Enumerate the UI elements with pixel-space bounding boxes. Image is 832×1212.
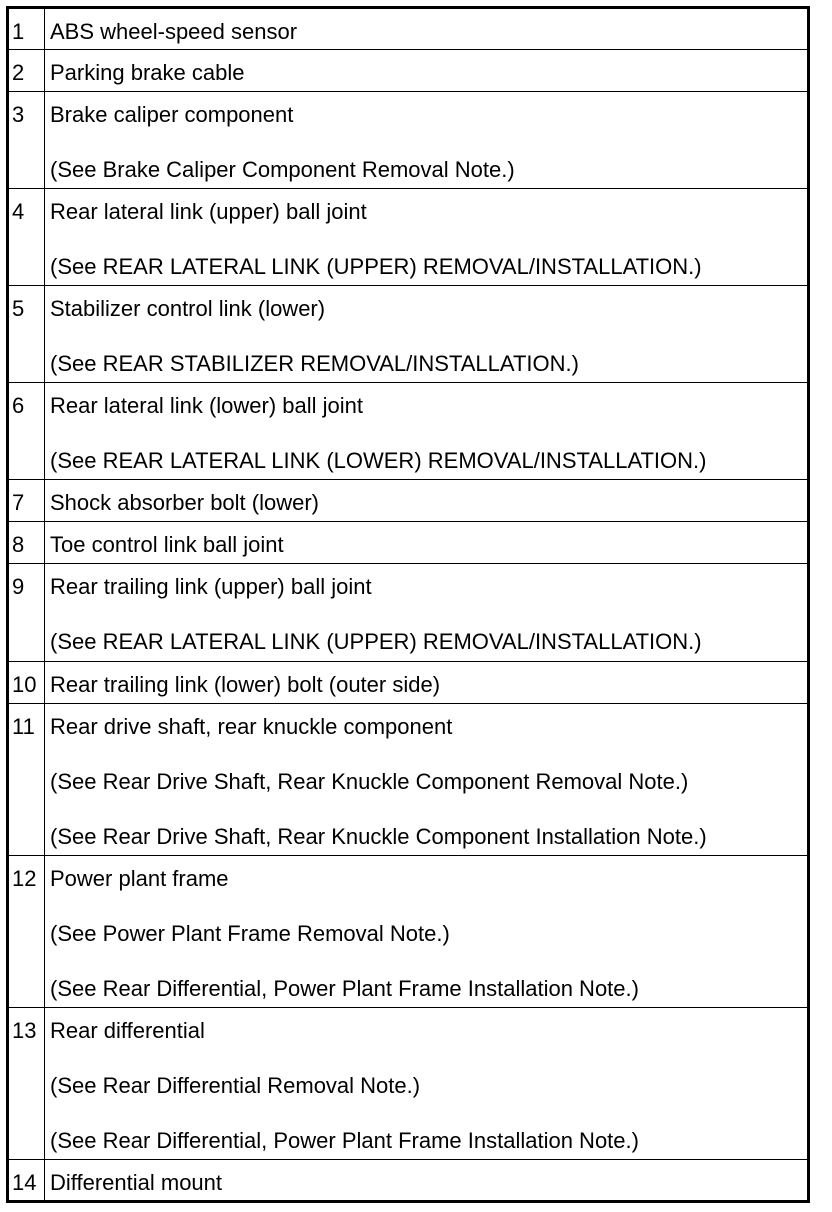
item-number: 9 bbox=[8, 564, 45, 661]
part-name: Brake caliper component bbox=[50, 102, 294, 128]
reference-note: (See REAR LATERAL LINK (UPPER) REMOVAL/INSTALLATION.) bbox=[50, 254, 702, 280]
reference-note: (See Rear Drive Shaft, Rear Knuckle Component Removal Note.) bbox=[50, 768, 689, 794]
table-row bbox=[8, 1007, 809, 1159]
item-description bbox=[45, 855, 809, 1007]
item-number: 11 bbox=[8, 703, 45, 855]
item-number: 3 bbox=[8, 92, 45, 189]
reference-note: (See REAR LATERAL LINK (UPPER) REMOVAL/INSTALLATION.) bbox=[50, 629, 702, 655]
part-name: Power plant frame bbox=[50, 865, 229, 891]
reference-note: (See Rear Differential Removal Note.) bbox=[50, 1072, 421, 1098]
item-description bbox=[45, 1159, 809, 1201]
reference-note: (See Rear Drive Shaft, Rear Knuckle Component Installation Note.) bbox=[50, 823, 707, 849]
item-description bbox=[45, 189, 809, 286]
parts-table-body bbox=[8, 8, 809, 1202]
table-row bbox=[8, 480, 809, 522]
part-name: Shock absorber bolt (lower) bbox=[50, 490, 320, 516]
table-row bbox=[8, 522, 809, 564]
reference-note: (See Power Plant Frame Removal Note.) bbox=[50, 920, 450, 946]
reference-note: (See Brake Caliper Component Removal Note.) bbox=[50, 157, 515, 183]
part-name: ABS wheel-speed sensor bbox=[50, 19, 298, 44]
part-name: Toe control link ball joint bbox=[50, 532, 284, 558]
table-row bbox=[8, 383, 809, 480]
item-description bbox=[45, 1007, 809, 1159]
item-number: 5 bbox=[8, 286, 45, 383]
part-name: Rear differential bbox=[50, 1017, 205, 1043]
part-name: Rear lateral link (lower) ball joint bbox=[50, 393, 364, 419]
item-number: 10 bbox=[8, 661, 45, 703]
item-description bbox=[45, 50, 809, 92]
part-name: Differential mount bbox=[50, 1169, 223, 1195]
part-name: Rear trailing link (upper) ball joint bbox=[50, 574, 372, 600]
item-number: 12 bbox=[8, 855, 45, 1007]
item-number: 2 bbox=[8, 50, 45, 92]
table-row bbox=[8, 703, 809, 855]
item-description bbox=[45, 661, 809, 703]
item-number: 14 bbox=[8, 1159, 45, 1201]
item-description bbox=[45, 703, 809, 855]
part-name: Parking brake cable bbox=[50, 60, 245, 86]
reference-note: (See Rear Differential, Power Plant Frame Installation Note.) bbox=[50, 1127, 639, 1153]
table-row bbox=[8, 92, 809, 189]
item-number: 13 bbox=[8, 1007, 45, 1159]
item-description bbox=[45, 286, 809, 383]
item-description bbox=[45, 8, 809, 50]
item-description bbox=[45, 92, 809, 189]
part-name: Stabilizer control link (lower) bbox=[50, 296, 326, 322]
table-row bbox=[8, 564, 809, 661]
item-number: 7 bbox=[8, 480, 45, 522]
table-row bbox=[8, 286, 809, 383]
item-number: 4 bbox=[8, 189, 45, 286]
table-row bbox=[8, 855, 809, 1007]
table-row bbox=[8, 50, 809, 92]
item-number: 6 bbox=[8, 383, 45, 480]
parts-table bbox=[6, 6, 810, 1203]
table-row bbox=[8, 189, 809, 286]
reference-note: (See REAR LATERAL LINK (LOWER) REMOVAL/INSTALLATION.) bbox=[50, 448, 707, 474]
reference-note: (See Rear Differential, Power Plant Frame Installation Note.) bbox=[50, 975, 639, 1001]
part-name: Rear drive shaft, rear knuckle component bbox=[50, 713, 453, 739]
table-row bbox=[8, 661, 809, 703]
item-description bbox=[45, 383, 809, 480]
item-description bbox=[45, 480, 809, 522]
part-name: Rear lateral link (upper) ball joint bbox=[50, 199, 367, 225]
part-name: Rear trailing link (lower) bolt (outer side) bbox=[50, 671, 441, 697]
table-row bbox=[8, 8, 809, 50]
item-number: 1 bbox=[8, 8, 45, 50]
item-description bbox=[45, 522, 809, 564]
table-row bbox=[8, 1159, 809, 1201]
item-number: 8 bbox=[8, 522, 45, 564]
reference-note: (See REAR STABILIZER REMOVAL/INSTALLATION.) bbox=[50, 351, 579, 377]
item-description bbox=[45, 564, 809, 661]
